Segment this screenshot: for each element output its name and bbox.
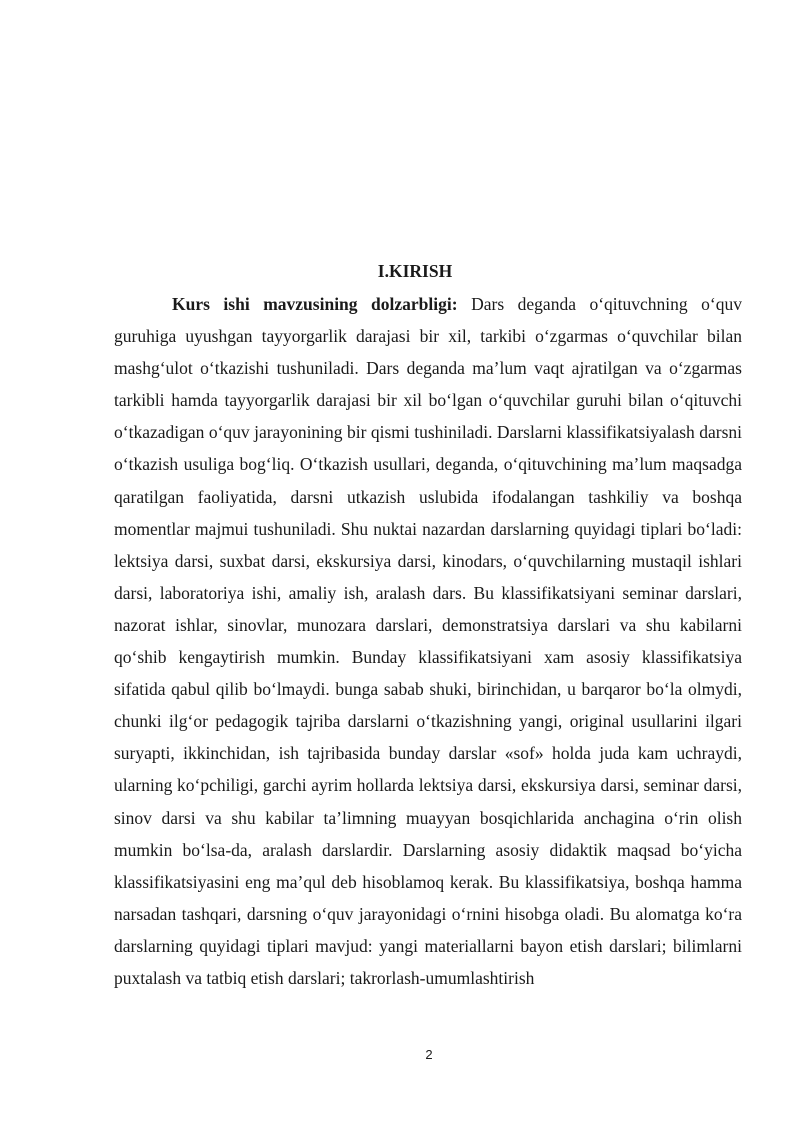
lead-phrase: Kurs ishi mavzusining dolzarbligi: bbox=[172, 294, 458, 314]
paragraph-text: Dars deganda o‘qituvchning o‘quv guruhiga uyushgan tayyorgarlik darajasi bir xil, tarkibi o‘zgarmas o‘quvchilar bilan mashg‘ulot o‘tkazishi tushuniladi. Dars deganda ma’lum vaqt ajratilgan va o‘zgarmas tarkibli hamda tayyorgarlik darajasi bir xil bo‘lgan o‘quvchilar guruhi bilan o‘qituvchi o‘tkazadigan o‘quv jarayonining bir qismi tushiniladi. Darslarni klassifikatsiyalash darsni o‘tkazish usuliga bog‘liq. O‘tkazish usullari, deganda, o‘qituvchining ma’lum maqsadga qaratilgan faoliyatida, darsni utkazish uslubida ifodalangan tashkiliy va boshqa momentlar majmui tushuniladi. Shu nuktai nazardan darslarning quyidagi tiplari bo‘ladi: lektsiya darsi, suxbat darsi, ekskursiya darsi, kinodars, o‘quvchilarning mustaqil ishlari darsi, laboratoriya ishi, amaliy ish, aralash dars. Bu klassifikatsiyani seminar darslari, nazorat ishlar, sinovlar, munozara darslari, demonstratsiya darslari va shu kabilarni qo‘shib kengaytirish mumkin. Bunday klassifikatsiyani xam asosiy klassifikatsiya sifatida qabul qilib bo‘lmaydi. bunga sabab shuki, birinchidan, u barqaror bo‘la olmydi, chunki ilg‘or pedagogik tajriba darslarni o‘tkazishning yangi, original usullarini ilgari suryapti, ikkinchidan, ish tajribasida bunday darslar «sof» holda juda kam uchraydi, ularning ko‘pchiligi, garchi ayrim hollarda lektsiya darsi, ekskursiya darsi, seminar darsi, sinov darsi va shu kabilar ta’limning muayyan bosqichlarida anchagina o‘rin olish mumkin bo‘lsa-da, aralash darslardir. Darslarning asosiy didaktik maqsad bo‘yicha klassifikatsiyasini eng ma’qul deb hisoblamoq kerak. Bu klassifikatsiya, boshqa hamma narsadan tashqari, darsning o‘quv jarayonidagi o‘rnini hisobga oladi. Bu alomatga ko‘ra darslarning quyidagi tiplari mavjud: yangi materiallarni bayon etish darslari; bilimlarni puxtalash va tatbiq etish darslari; takrorlash-umumlashtirish bbox=[114, 294, 743, 988]
section-heading: I.KIRISH bbox=[377, 261, 453, 281]
body-paragraph bbox=[114, 288, 742, 994]
page-number: 2 bbox=[425, 1047, 433, 1062]
